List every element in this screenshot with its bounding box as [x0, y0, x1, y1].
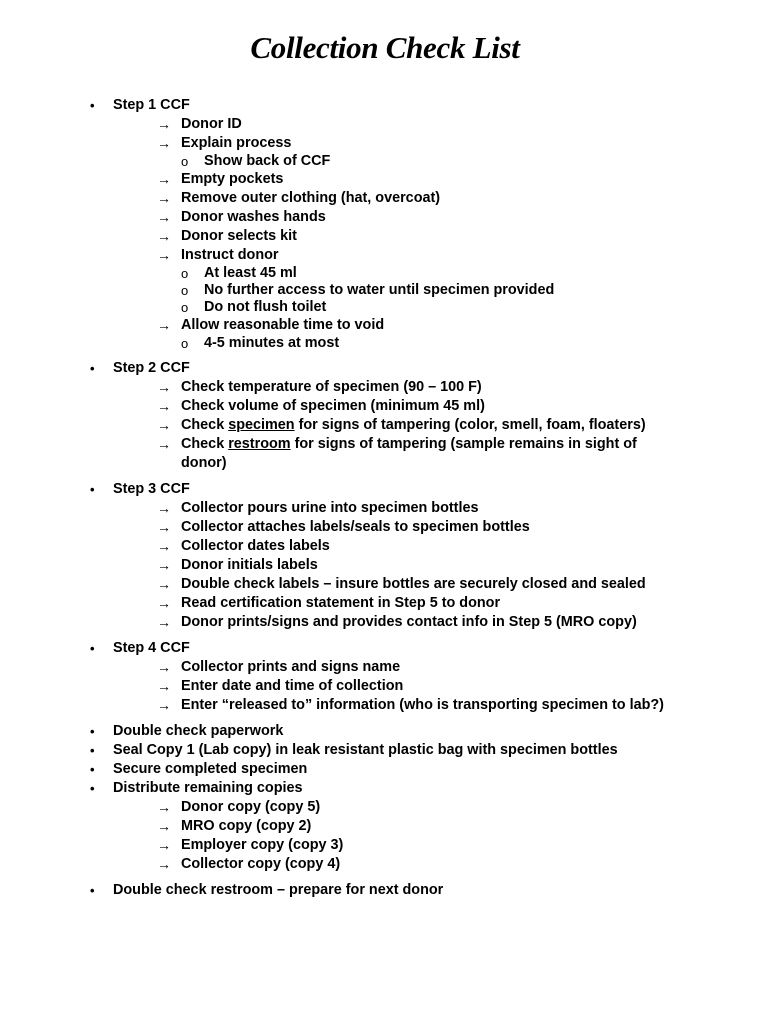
underlined-word: restroom: [228, 436, 291, 452]
list-item: → Check volume of specimen (minimum 45 ml): [157, 398, 485, 414]
circle-bullet-icon: o: [181, 336, 189, 351]
list-item: → Collector pours urine into specimen bottles: [157, 500, 479, 516]
list-item: → Instruct donor: [157, 247, 279, 263]
arrow-right-icon: →: [157, 595, 171, 611]
arrow-right-icon: →: [157, 538, 171, 554]
arrow-right-icon: →: [157, 436, 171, 452]
list-item: → Donor prints/signs and provides contact info in Step 5 (MRO copy): [157, 614, 637, 630]
list-item: → Remove outer clothing (hat, overcoat): [157, 190, 441, 206]
arrow-right-icon: →: [157, 398, 171, 414]
list-item: → Double check labels – insure bottles are securely closed and sealed: [157, 576, 646, 592]
arrow-right-icon: →: [157, 799, 171, 815]
bullet-icon: •: [90, 883, 95, 898]
step-4-label: Step 4 CCF: [113, 640, 190, 656]
list-item: → Read certification statement in Step 5 to donor: [157, 595, 501, 611]
bullet-icon: •: [90, 724, 95, 739]
arrow-right-icon: →: [157, 557, 171, 573]
arrow-right-icon: →: [157, 576, 171, 592]
list-item: • Double check restroom – prepare for next donor: [90, 882, 444, 898]
bullet-icon: •: [90, 361, 95, 376]
sub-item: o At least 45 ml: [181, 265, 297, 281]
arrow-right-icon: →: [157, 417, 171, 433]
list-item: → MRO copy (copy 2): [157, 818, 312, 834]
arrow-right-icon: →: [157, 171, 171, 187]
step-2-section: [0, 359, 770, 473]
closing-section: [0, 881, 770, 900]
list-item: → Check restroom for signs of tampering (sample remains in sight of donor): [157, 436, 637, 471]
list-item: → Collector dates labels: [157, 538, 330, 554]
arrow-right-icon: →: [157, 317, 171, 333]
arrow-right-icon: →: [157, 379, 171, 395]
step-4-section: [0, 639, 770, 715]
arrow-right-icon: →: [157, 116, 171, 132]
sub-item: o Show back of CCF: [181, 153, 331, 169]
arrow-right-icon: →: [157, 209, 171, 225]
bullet-icon: •: [90, 762, 95, 777]
bullet-icon: •: [90, 743, 95, 758]
list-item: → Donor selects kit: [157, 228, 297, 244]
step-3-label: Step 3 CCF: [113, 481, 190, 497]
list-item: [0, 359, 770, 378]
list-item: → Explain process: [157, 135, 292, 151]
bullet-icon: •: [90, 482, 95, 497]
circle-bullet-icon: o: [181, 154, 189, 169]
bullet-icon: •: [90, 98, 95, 113]
list-item: → Allow reasonable time to void: [157, 317, 385, 333]
page-title: Collection Check List: [250, 30, 520, 65]
final-section: [0, 722, 770, 874]
arrow-right-icon: →: [157, 856, 171, 872]
arrow-right-icon: →: [157, 837, 171, 853]
list-item: [0, 639, 770, 658]
circle-bullet-icon: o: [181, 300, 189, 315]
step-1-label: Step 1 CCF: [113, 97, 190, 113]
sub-item: o 4-5 minutes at most: [181, 335, 340, 351]
circle-bullet-icon: o: [181, 266, 189, 281]
sub-item: o No further access to water until specimen provided: [181, 282, 555, 298]
bullet-icon: •: [90, 781, 95, 796]
arrow-right-icon: →: [157, 247, 171, 263]
list-item: • Secure completed specimen: [90, 761, 308, 777]
arrow-right-icon: →: [157, 135, 171, 151]
checklist: [0, 96, 770, 900]
arrow-right-icon: →: [157, 190, 171, 206]
arrow-right-icon: →: [157, 659, 171, 675]
step-2-label: Step 2 CCF: [113, 360, 190, 376]
arrow-right-icon: →: [157, 500, 171, 516]
list-item: [0, 480, 770, 499]
arrow-right-icon: →: [157, 678, 171, 694]
list-item: → Donor ID: [157, 116, 242, 132]
list-item: → Enter date and time of collection: [157, 678, 404, 694]
arrow-right-icon: →: [157, 519, 171, 535]
bullet-icon: •: [90, 641, 95, 656]
list-item: → Collector prints and signs name: [157, 659, 401, 675]
list-item: → Collector attaches labels/seals to specimen bottles: [157, 519, 530, 535]
arrow-right-icon: →: [157, 614, 171, 630]
list-item: [0, 96, 770, 115]
list-item: • Double check paperwork: [90, 723, 284, 739]
list-item: • Distribute remaining copies: [90, 780, 303, 796]
list-item: → Donor washes hands: [157, 209, 326, 225]
list-item: → Empty pockets: [157, 171, 284, 187]
arrow-right-icon: →: [157, 818, 171, 834]
sub-item: o Do not flush toilet: [181, 299, 327, 315]
step-1-section: [0, 96, 770, 352]
step-3-section: [0, 480, 770, 632]
list-item: → Employer copy (copy 3): [157, 837, 344, 853]
list-item: → Check temperature of specimen (90 – 100 F): [157, 379, 482, 395]
list-item: → Donor initials labels: [157, 557, 318, 573]
list-item: • Seal Copy 1 (Lab copy) in leak resistant plastic bag with specimen bottles: [90, 742, 618, 758]
circle-bullet-icon: o: [181, 283, 189, 298]
list-item: → Collector copy (copy 4): [157, 856, 341, 872]
arrow-right-icon: →: [157, 697, 171, 713]
underlined-word: specimen: [228, 417, 295, 433]
arrow-right-icon: →: [157, 228, 171, 244]
list-item: → Check specimen for signs of tampering (color, smell, foam, floaters): [157, 417, 646, 433]
list-item: → Donor copy (copy 5): [157, 799, 321, 815]
list-item: → Enter “released to” information (who is transporting specimen to lab?): [157, 697, 664, 713]
